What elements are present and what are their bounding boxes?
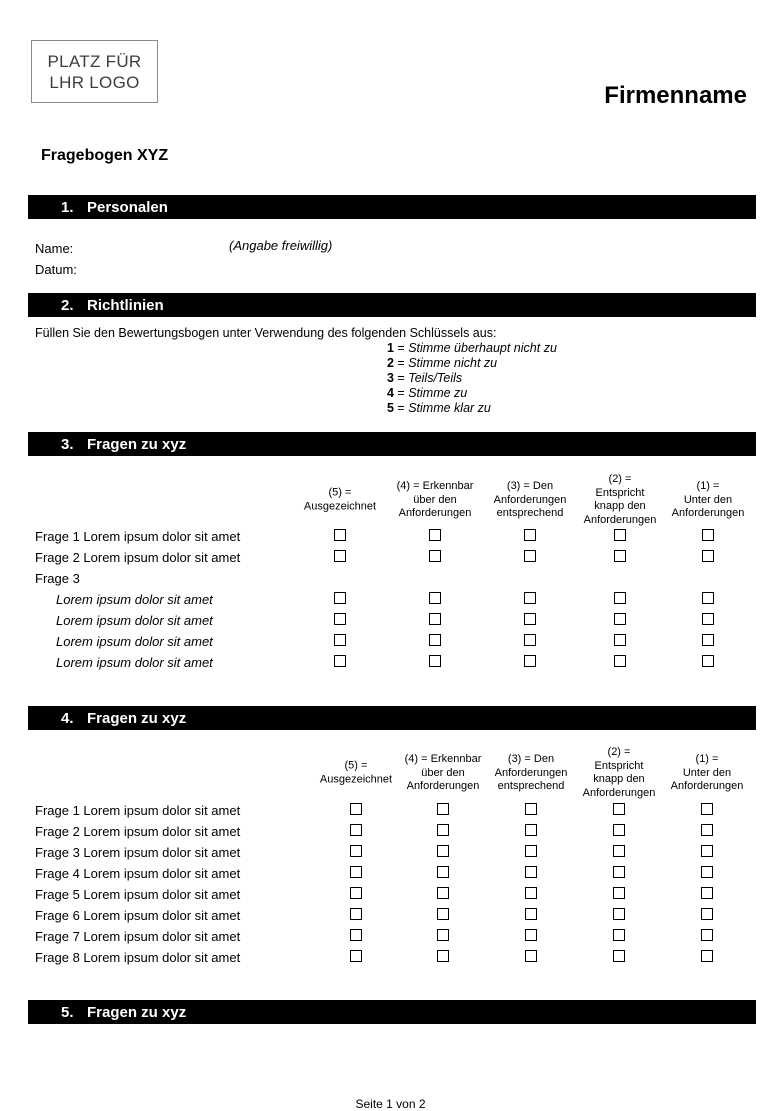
rating-column-header-line: Anforderungen (406, 779, 480, 792)
key-item (387, 356, 497, 370)
question-text: Frage 7 Lorem ipsum dolor sit amet (35, 929, 241, 944)
rating-checkbox[interactable] (524, 550, 536, 562)
rating-checkbox[interactable] (702, 655, 714, 667)
rating-column-header (671, 753, 744, 794)
rating-column-header-line: Anforderungen (398, 506, 472, 519)
rating-checkbox[interactable] (437, 887, 449, 899)
rating-column-header-line: (4) = Erkennbar (404, 752, 482, 765)
rating-column-header-line: Anforderungen (582, 786, 656, 799)
rating-checkbox[interactable] (701, 803, 713, 815)
rating-column-header-line: über den (413, 493, 457, 506)
question-text: Frage 3 Lorem ipsum dolor sit amet (35, 845, 241, 860)
rating-column-header-line: Anforderungen (670, 779, 744, 792)
rating-column-header-line: Anforderungen (493, 493, 567, 506)
rating-column-header-line: Unter den (683, 493, 733, 506)
rating-checkbox[interactable] (429, 655, 441, 667)
rating-column-header (583, 746, 656, 800)
rating-checkbox[interactable] (613, 866, 625, 878)
rating-checkbox[interactable] (613, 845, 625, 857)
rating-column-header (672, 480, 745, 521)
rating-checkbox[interactable] (702, 592, 714, 604)
rating-checkbox[interactable] (702, 550, 714, 562)
rating-checkbox[interactable] (429, 613, 441, 625)
key-item (387, 401, 491, 415)
rating-checkbox[interactable] (525, 866, 537, 878)
question-row (0, 652, 781, 673)
rating-checkbox[interactable] (525, 929, 537, 941)
guidelines-intro: Füllen Sie den Bewertungsbogen unter Verwendung des folgenden Schlüssels aus: (35, 326, 497, 340)
rating-checkbox[interactable] (701, 908, 713, 920)
section-title: Fragen zu xyz (87, 1003, 187, 1021)
rating-checkbox[interactable] (702, 613, 714, 625)
logo-line-1: PLATZ FÜR (47, 51, 142, 71)
rating-column-header-line: knapp den (593, 773, 645, 785)
section-number: 5. (61, 1003, 74, 1021)
section-header-personal (28, 195, 756, 219)
key-separator: = (393, 386, 409, 400)
rating-column-header (495, 753, 568, 794)
rating-checkbox[interactable] (334, 529, 346, 541)
section-header-questions-5 (28, 1000, 756, 1024)
rating-checkbox[interactable] (613, 803, 625, 815)
question-text: Lorem ipsum dolor sit amet (56, 655, 213, 670)
rating-checkbox[interactable] (525, 908, 537, 920)
rating-checkbox[interactable] (524, 529, 536, 541)
section-header-guidelines (28, 293, 756, 317)
rating-column-header (320, 760, 392, 787)
question-row (0, 610, 781, 631)
rating-column-header (494, 480, 567, 521)
rating-checkbox[interactable] (437, 929, 449, 941)
rating-checkbox[interactable] (701, 824, 713, 836)
rating-checkbox[interactable] (429, 529, 441, 541)
question-text: Frage 1 Lorem ipsum dolor sit amet (35, 529, 241, 544)
section-title: Richtlinien (87, 296, 164, 314)
rating-column-header-line: (5) = (344, 759, 368, 772)
rating-checkbox[interactable] (525, 845, 537, 857)
key-text: Stimme überhaupt nicht zu (408, 341, 557, 355)
rating-checkbox[interactable] (701, 950, 713, 962)
rating-checkbox[interactable] (350, 929, 362, 941)
rating-column-header-line: Entspricht (595, 486, 645, 499)
section-header-questions-3 (28, 432, 756, 456)
question-text: Lorem ipsum dolor sit amet (56, 613, 213, 628)
rating-column-header-line: Ausgezeichnet (303, 500, 377, 512)
question-text: Frage 4 Lorem ipsum dolor sit amet (35, 866, 241, 881)
rating-column-header-line: Anforderungen (671, 506, 745, 519)
rating-checkbox[interactable] (334, 655, 346, 667)
key-text: Stimme klar zu (408, 401, 491, 415)
rating-checkbox[interactable] (614, 655, 626, 667)
rating-checkbox[interactable] (437, 803, 449, 815)
rating-column-header-line: (1) = (696, 479, 720, 492)
rating-column-header-line: (5) = (328, 486, 352, 499)
question-row (0, 800, 781, 821)
question-text: Frage 2 Lorem ipsum dolor sit amet (35, 824, 241, 839)
question-text: Frage 2 Lorem ipsum dolor sit amet (35, 550, 241, 565)
rating-checkbox[interactable] (525, 824, 537, 836)
rating-column-header-line: Ausgezeichnet (319, 773, 393, 785)
rating-checkbox[interactable] (613, 887, 625, 899)
rating-column-header-line: (1) = (695, 752, 719, 765)
key-text: Teils/Teils (408, 371, 463, 385)
rating-checkbox[interactable] (350, 866, 362, 878)
rating-column-header (584, 473, 657, 527)
section-number: 1. (61, 198, 74, 216)
rating-column-header-line: (4) = Erkennbar (396, 479, 474, 492)
rating-checkbox[interactable] (525, 803, 537, 815)
key-separator: = (393, 356, 409, 370)
optional-note: (Angabe freiwillig) (229, 238, 333, 253)
rating-checkbox[interactable] (701, 887, 713, 899)
question-text: Frage 3 (35, 571, 80, 586)
rating-column-header-line: (3) = Den (507, 752, 555, 765)
rating-checkbox[interactable] (702, 634, 714, 646)
rating-column-header (304, 487, 376, 514)
key-item (387, 386, 467, 400)
rating-checkbox[interactable] (437, 824, 449, 836)
rating-checkbox[interactable] (524, 655, 536, 667)
logo-placeholder (31, 40, 158, 103)
key-separator: = (393, 371, 409, 385)
rating-checkbox[interactable] (614, 550, 626, 562)
question-row (0, 905, 781, 926)
rating-checkbox[interactable] (334, 634, 346, 646)
question-text: Frage 6 Lorem ipsum dolor sit amet (35, 908, 241, 923)
key-number: 3 (387, 371, 394, 385)
question-text: Frage 5 Lorem ipsum dolor sit amet (35, 887, 241, 902)
rating-checkbox[interactable] (525, 887, 537, 899)
question-row (0, 947, 781, 968)
logo-text (47, 51, 141, 93)
rating-checkbox[interactable] (701, 845, 713, 857)
rating-column-header-line: (2) = (607, 746, 631, 758)
rating-checkbox[interactable] (524, 613, 536, 625)
rating-checkbox[interactable] (350, 908, 362, 920)
rating-checkbox[interactable] (350, 950, 362, 962)
rating-checkbox[interactable] (437, 950, 449, 962)
rating-checkbox[interactable] (429, 550, 441, 562)
rating-checkbox[interactable] (334, 550, 346, 562)
section-header-questions-4 (28, 706, 756, 730)
rating-checkbox[interactable] (614, 529, 626, 541)
key-number: 2 (387, 356, 394, 370)
rating-checkbox[interactable] (350, 887, 362, 899)
rating-checkbox[interactable] (437, 908, 449, 920)
key-item (387, 371, 462, 385)
question-row (0, 547, 781, 568)
question-text: Frage 1 Lorem ipsum dolor sit amet (35, 803, 241, 818)
rating-checkbox[interactable] (334, 613, 346, 625)
key-text: Stimme zu (408, 386, 468, 400)
rating-column-header-line: Unter den (682, 766, 732, 779)
question-text: Lorem ipsum dolor sit amet (56, 592, 213, 607)
question-text: Lorem ipsum dolor sit amet (56, 634, 213, 649)
question-row (0, 926, 781, 947)
rating-checkbox[interactable] (613, 950, 625, 962)
rating-checkbox[interactable] (614, 613, 626, 625)
question-row (0, 863, 781, 884)
section-number: 2. (61, 296, 74, 314)
rating-checkbox[interactable] (350, 845, 362, 857)
rating-column-header-line: knapp den (594, 500, 646, 512)
page-footer: Seite 1 von 2 (355, 1097, 426, 1111)
rating-column-header-line: entsprechend (497, 779, 565, 792)
name-label: Name: (35, 241, 74, 256)
rating-checkbox[interactable] (614, 634, 626, 646)
rating-checkbox[interactable] (334, 592, 346, 604)
rating-column-header-line: über den (421, 766, 465, 779)
rating-checkbox[interactable] (524, 634, 536, 646)
question-text: Frage 8 Lorem ipsum dolor sit amet (35, 950, 241, 965)
section-title: Personalen (87, 198, 168, 216)
question-row (0, 526, 781, 547)
section-number: 3. (61, 435, 74, 453)
rating-checkbox[interactable] (429, 592, 441, 604)
question-row (0, 631, 781, 652)
rating-column-header-line: entsprechend (496, 506, 564, 519)
rating-column-header (397, 480, 474, 521)
rating-column-header-line: Anforderungen (583, 513, 657, 526)
rating-column-header-line: (3) = Den (506, 479, 554, 492)
rating-checkbox[interactable] (350, 824, 362, 836)
rating-checkbox[interactable] (613, 929, 625, 941)
rating-column-header-line: Anforderungen (494, 766, 568, 779)
rating-checkbox[interactable] (525, 950, 537, 962)
rating-column-header (405, 753, 482, 794)
logo-line-2: LHR LOGO (49, 72, 140, 92)
key-separator: = (393, 401, 409, 415)
date-label: Datum: (35, 262, 77, 277)
key-number: 4 (387, 386, 394, 400)
section-number: 4. (61, 709, 74, 727)
rating-column-header-line: Entspricht (594, 759, 644, 772)
key-text: Stimme nicht zu (408, 356, 498, 370)
rating-checkbox[interactable] (437, 845, 449, 857)
key-separator: = (393, 341, 409, 355)
rating-column-header-line: (2) = (608, 473, 632, 485)
company-name: Firmenname (604, 82, 747, 109)
rating-checkbox[interactable] (614, 592, 626, 604)
question-row (0, 884, 781, 905)
question-row (0, 842, 781, 863)
question-row (0, 821, 781, 842)
key-number: 1 (387, 341, 394, 355)
question-row (0, 568, 781, 589)
key-item (387, 341, 557, 355)
rating-checkbox[interactable] (350, 803, 362, 815)
rating-checkbox[interactable] (701, 866, 713, 878)
key-number: 5 (387, 401, 394, 415)
rating-checkbox[interactable] (613, 824, 625, 836)
document-title: Fragebogen XYZ (41, 147, 169, 164)
rating-checkbox[interactable] (701, 929, 713, 941)
rating-checkbox[interactable] (429, 634, 441, 646)
rating-checkbox[interactable] (613, 908, 625, 920)
rating-checkbox[interactable] (702, 529, 714, 541)
section-title: Fragen zu xyz (87, 709, 187, 727)
rating-checkbox[interactable] (437, 866, 449, 878)
section-title: Fragen zu xyz (87, 435, 187, 453)
rating-checkbox[interactable] (524, 592, 536, 604)
question-row (0, 589, 781, 610)
